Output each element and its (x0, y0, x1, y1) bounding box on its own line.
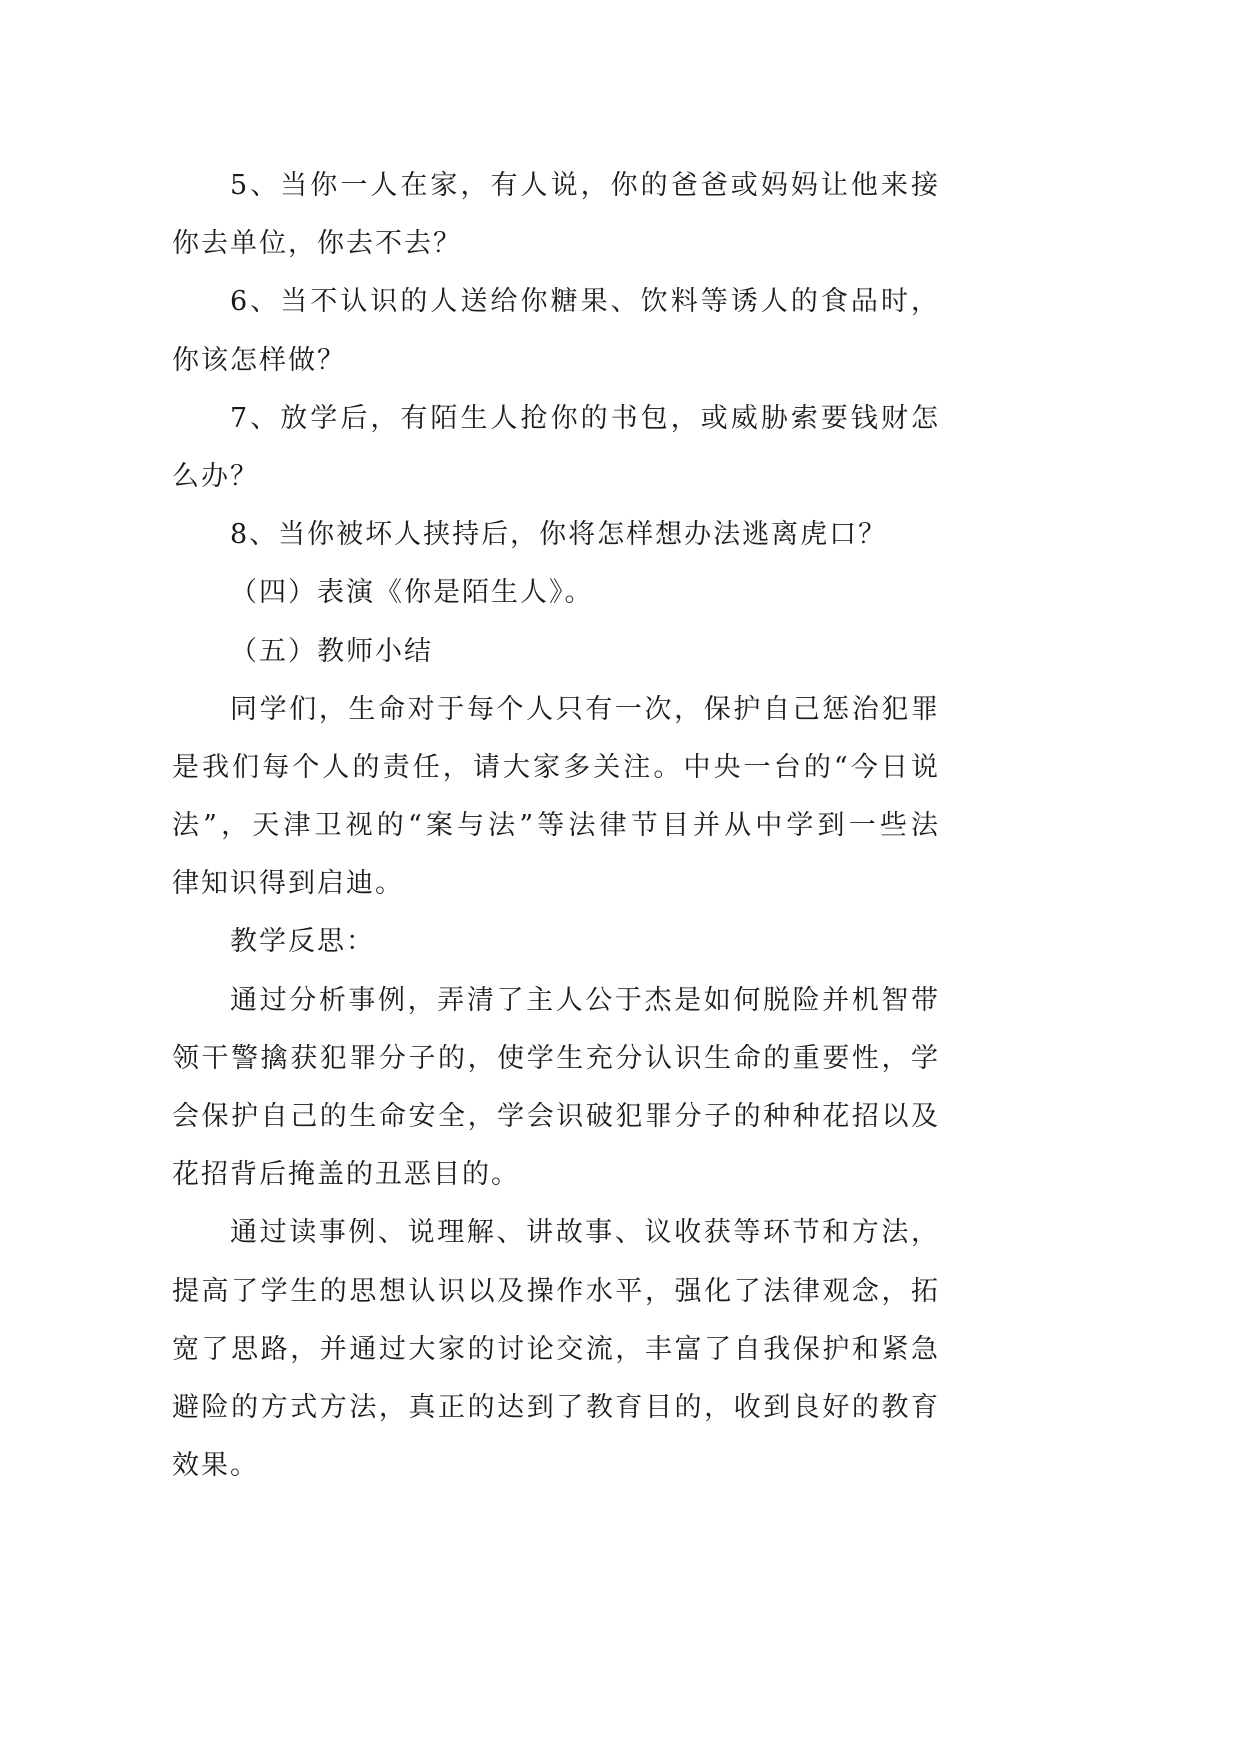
text-line: 么办？ (172, 460, 259, 492)
text-line: 律知识得到启迪。 (172, 868, 404, 900)
text-line: 5、当你一人在家，有人说，你的爸爸或妈妈让他来接 (230, 170, 940, 201)
question-6-paragraph (172, 273, 940, 389)
text-line: （四）表演《你是陌生人》。 (230, 577, 594, 609)
text-line: 你该怎样做？ (172, 344, 346, 376)
question-5-paragraph (172, 157, 940, 273)
text-line: 是我们每个人的责任，请大家多关注。中央一台的“今日说 (172, 751, 940, 783)
text-line: 提高了学生的思想认识以及操作水平，强化了法律观念，拓 (172, 1275, 940, 1307)
text-line: 通过分析事例，弄清了主人公于杰是如何脱险并机智带 (230, 984, 940, 1016)
reflection-heading (172, 913, 940, 971)
teacher-summary-paragraph (172, 681, 940, 914)
reflection-paragraph-1 (172, 972, 940, 1205)
text-line: 效果。 (172, 1450, 259, 1482)
document-body (172, 157, 940, 1495)
section-5-heading (172, 623, 940, 681)
text-line: 宽了思路，并通过大家的讨论交流，丰富了自我保护和紧急 (172, 1333, 940, 1365)
text-line: 领干警擒获犯罪分子的，使学生充分认识生命的重要性，学 (172, 1042, 940, 1074)
text-line: 6、当不认识的人送给你糖果、饮料等诱人的食品时， (230, 286, 940, 318)
text-line: 花招背后掩盖的丑恶目的。 (172, 1159, 520, 1191)
text-line: （五）教师小结 (230, 635, 433, 667)
text-line: 教学反思： (230, 926, 375, 958)
text-line: 8、当你被坏人挟持后，你将怎样想办法逃离虎口？ (230, 519, 888, 551)
text-line: 7、放学后，有陌生人抢你的书包，或威胁索要钱财怎 (230, 402, 940, 434)
text-line: 同学们，生命对于每个人只有一次，保护自己惩治犯罪 (230, 693, 940, 725)
text-line: 你去单位，你去不去？ (172, 228, 462, 260)
question-8-paragraph (172, 506, 940, 564)
text-line: 会保护自己的生命安全，学会识破犯罪分子的种种花招以及 (172, 1101, 940, 1132)
text-line: 法”，天津卫视的“案与法”等法律节目并从中学到一些法 (172, 810, 940, 842)
question-7-paragraph (172, 390, 940, 506)
section-4-heading (172, 564, 940, 622)
text-line: 通过读事例、说理解、讲故事、议收获等环节和方法， (230, 1217, 940, 1249)
reflection-paragraph-2 (172, 1204, 940, 1495)
text-line: 避险的方式方法，真正的达到了教育目的，收到良好的教育 (172, 1391, 940, 1423)
